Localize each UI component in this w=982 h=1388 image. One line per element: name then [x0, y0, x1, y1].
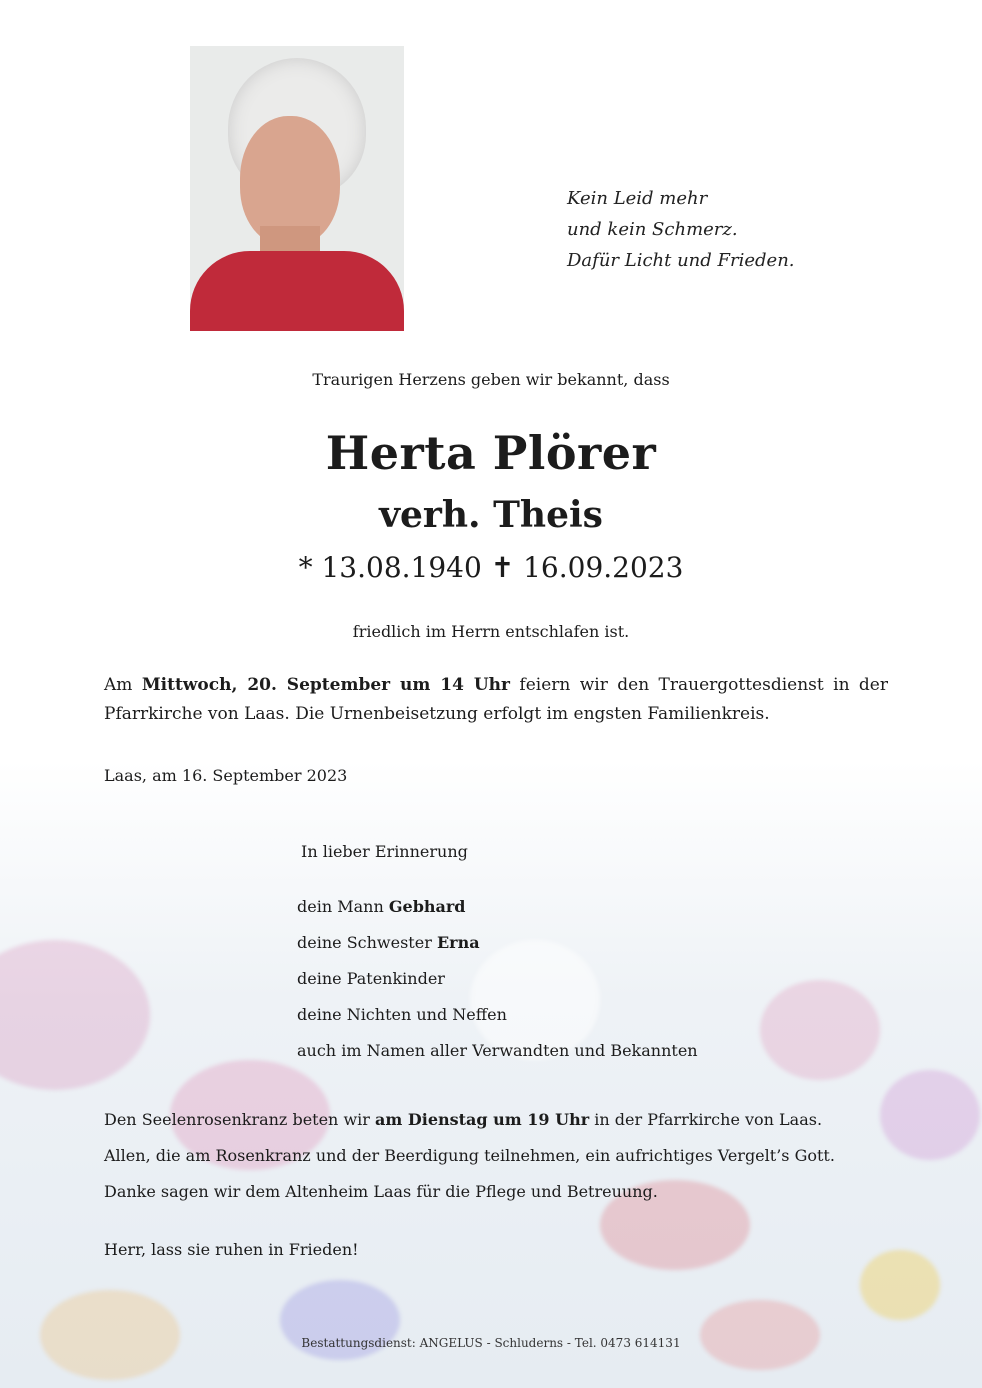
- flower-decoration: [0, 940, 150, 1090]
- passed-text: friedlich im Herrn entschlafen ist.: [352, 622, 630, 641]
- quote-line: und kein Schmerz.: [567, 219, 738, 240]
- place-date: Laas, am 16. September 2023: [104, 766, 348, 785]
- quote-line: Kein Leid mehr: [567, 188, 708, 209]
- mourner-line: dein Mann Gebhard: [297, 897, 466, 916]
- flower-decoration: [860, 1250, 940, 1320]
- married-name: verh. Theis: [379, 494, 603, 536]
- intro-text: Traurigen Herzens geben wir bekannt, dass: [312, 370, 670, 389]
- birth-date: 13.08.1940: [321, 551, 482, 584]
- mourner-line: deine Schwester Erna: [297, 933, 480, 952]
- mourner-line: auch im Namen aller Verwandten und Bekannten: [297, 1041, 698, 1060]
- birth-symbol: *: [298, 551, 313, 584]
- quote-line: Dafür Licht und Frieden.: [567, 250, 795, 271]
- flower-decoration: [700, 1300, 820, 1370]
- mourner-line: deine Nichten und Neffen: [297, 1005, 507, 1024]
- deceased-name: Herta Plörer: [325, 426, 657, 480]
- closing-text: [104, 1102, 835, 1210]
- funeral-service: Bestattungsdienst: ANGELUS - Schluderns - Tel. 0473 614131: [301, 1336, 681, 1350]
- cross-icon: ✝: [490, 551, 515, 584]
- quote: [567, 183, 795, 276]
- portrait-photo: [190, 46, 404, 331]
- service-prefix: Am: [104, 675, 133, 695]
- thanks-line: Allen, die am Rosenkranz und der Beerdigung teilnehmen, ein aufrichtiges Vergelt’s Gott.: [104, 1146, 835, 1165]
- mourners-list: [297, 889, 698, 1069]
- mourner-line: deine Patenkinder: [297, 969, 445, 988]
- memory-heading: In lieber Erinnerung: [301, 842, 468, 861]
- death-date: 16.09.2023: [523, 551, 684, 584]
- service-suffix: feiern wir den Trauergottesdienst in der Pfarrkirche von Laas. Die Urnenbeisetzung erfolgt im engsten Familienkreis.: [104, 675, 888, 724]
- thanks-line: Danke sagen wir dem Altenheim Laas für die Pflege und Betreuung.: [104, 1182, 658, 1201]
- flower-decoration: [40, 1290, 180, 1380]
- rosary-line: Den Seelenrosenkranz beten wir am Dienstag um 19 Uhr in der Pfarrkirche von Laas.: [104, 1110, 823, 1129]
- service-paragraph: [104, 671, 888, 729]
- prayer-text: Herr, lass sie ruhen in Frieden!: [104, 1240, 359, 1259]
- life-dates: [0, 551, 982, 584]
- flower-decoration: [760, 980, 880, 1080]
- portrait-shirt: [190, 251, 404, 331]
- service-date: Mittwoch, 20. September um 14 Uhr: [141, 675, 510, 695]
- flower-decoration: [880, 1070, 980, 1160]
